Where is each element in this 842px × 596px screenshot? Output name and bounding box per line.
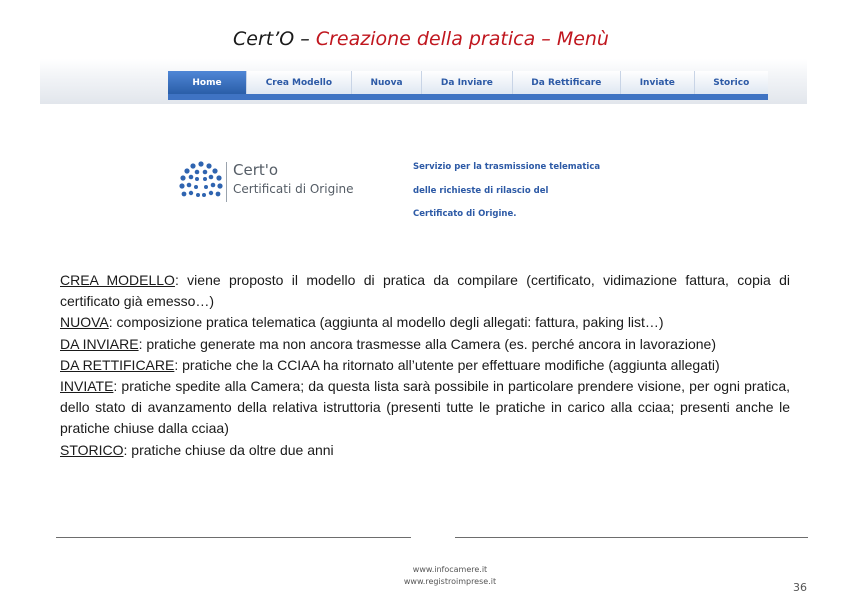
nav-item-storico[interactable]: Storico bbox=[713, 77, 750, 88]
nav-item-home[interactable]: Home bbox=[168, 71, 247, 94]
description-text: : pratiche chiuse da oltre due anni bbox=[123, 441, 334, 458]
certo-logo bbox=[178, 158, 368, 204]
footer-link-infocamere[interactable]: www.infocamere.it bbox=[412, 565, 488, 574]
slide-title bbox=[0, 28, 842, 50]
nav-item-nuova[interactable]: Nuova bbox=[352, 71, 422, 94]
service-line: delle richieste di rilascio del bbox=[413, 185, 549, 196]
description-text: : pratiche generate ma non ancora trasmesse alla Camera (es. perché ancora in lavorazione) bbox=[138, 335, 717, 352]
description-text: : viene proposto il modello di pratica da compilare (certificato, vidimazione fattura, copia di certificato già emesso…) bbox=[60, 272, 790, 310]
description-keyword: CREA MODELLO bbox=[60, 272, 175, 288]
title-app-name: Cert’O bbox=[233, 28, 295, 50]
description-item bbox=[60, 312, 790, 333]
description-item bbox=[60, 355, 790, 376]
certo-globe-icon bbox=[178, 158, 224, 202]
description-keyword: NUOVA bbox=[60, 314, 109, 331]
logo-name: Cert'o bbox=[233, 161, 279, 179]
footer-divider-left bbox=[56, 537, 411, 538]
description-keyword: DA INVIARE bbox=[60, 335, 139, 352]
description-item bbox=[60, 270, 790, 312]
description-item bbox=[60, 334, 790, 355]
footer-link-registroimprese[interactable]: www.registroimprese.it bbox=[403, 577, 497, 586]
nav-item-da-rettificare[interactable]: Da Rettificare bbox=[513, 71, 621, 94]
nav-item-crea-modello[interactable]: Crea Modello bbox=[247, 71, 352, 94]
description-text: : composizione pratica telematica (aggiunta al modello degli allegati: fattura, paking list…) bbox=[108, 314, 664, 331]
description-text: : pratiche spedite alla Camera; da questa lista sarà possibile in particolare prendere visione, per ogni pratica, dello stato di avanzamento della relativa istruttoria (presenti tutte le pratiche in carico alla cciaa; presenti anche le pratiche chiuse dalla cciaa) bbox=[60, 378, 790, 437]
description-keyword: STORICO bbox=[60, 441, 124, 458]
logo-subtitle: Certificati di Origine bbox=[233, 182, 354, 196]
main-navbar bbox=[168, 71, 768, 100]
logo-divider bbox=[226, 162, 227, 202]
description-text: : pratiche che la CCIAA ha ritornato all’utente per effettuare modifiche (aggiunta allegati) bbox=[174, 356, 720, 373]
title-section: Creazione della pratica bbox=[315, 28, 536, 50]
page-number: 36 bbox=[793, 581, 807, 594]
description-item bbox=[60, 440, 790, 461]
nav-item-da-inviare[interactable]: Da Inviare bbox=[422, 71, 512, 94]
title-separator: – bbox=[535, 28, 557, 50]
description-keyword: INVIATE bbox=[60, 378, 114, 395]
service-line: Certificato di Origine. bbox=[413, 209, 517, 219]
description-keyword: DA RETTIFICARE bbox=[60, 356, 175, 373]
description-item bbox=[60, 376, 790, 440]
nav-item-inviate[interactable]: Inviate bbox=[621, 71, 695, 94]
footer-divider-right bbox=[455, 537, 808, 538]
service-line: Servizio per la trasmissione telematica bbox=[413, 162, 601, 172]
title-page: Menù bbox=[556, 28, 609, 50]
title-separator: – bbox=[294, 28, 316, 50]
menu-descriptions bbox=[60, 270, 790, 461]
footer-links bbox=[370, 564, 530, 588]
service-description bbox=[413, 156, 653, 227]
